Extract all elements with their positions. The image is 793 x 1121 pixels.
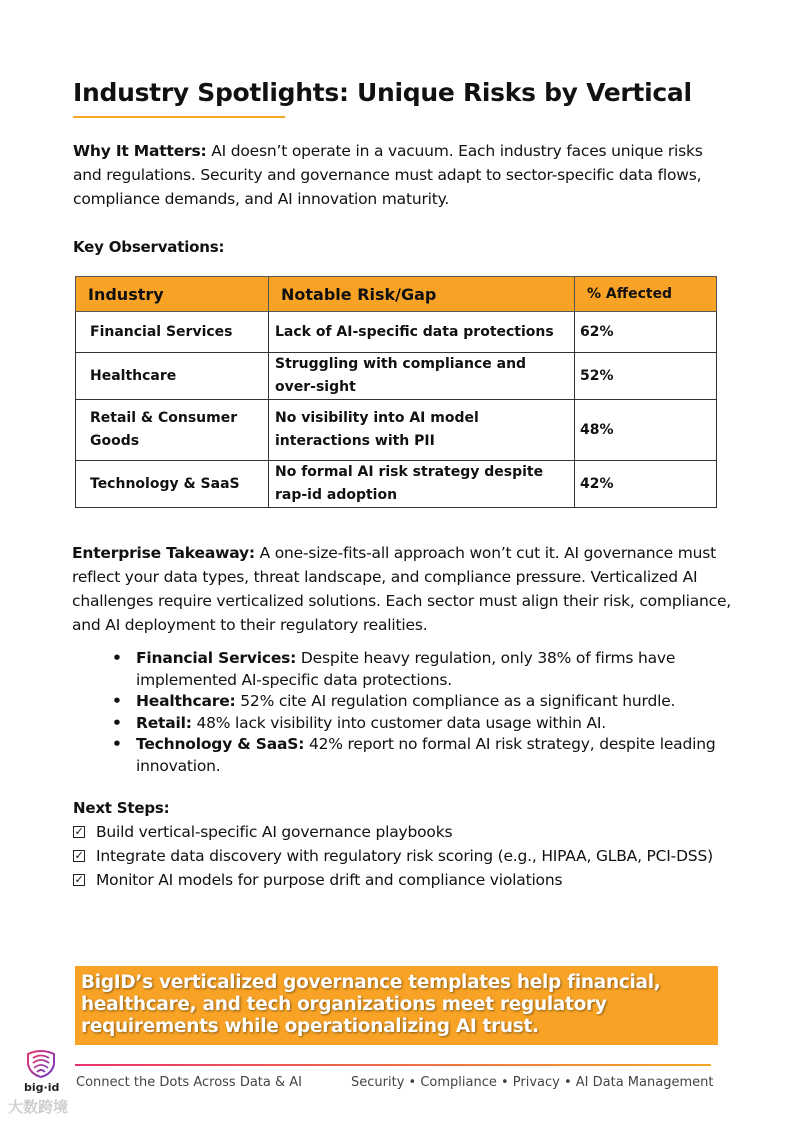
- page-title: Industry Spotlights: Unique Risks by Vertical: [73, 78, 692, 107]
- list-item: [73, 820, 723, 844]
- bullet-text: 48% lack visibility into customer data usage within AI.: [191, 713, 606, 732]
- cell-affected: 48%: [575, 400, 717, 461]
- logo-text: big·id: [24, 1081, 60, 1094]
- cell-risk: Struggling with compliance and over-sight: [269, 353, 575, 400]
- list-item: [110, 734, 720, 777]
- cell-affected: 42%: [575, 461, 717, 508]
- next-steps: [73, 796, 723, 892]
- cell-affected: 62%: [575, 312, 717, 353]
- fingerprint-icon: [24, 1050, 58, 1078]
- bullet-label: Financial Services:: [136, 649, 297, 667]
- bigid-logo: [24, 1050, 58, 1094]
- takeaway-text: A one-size-fits-all approach won’t cut it. AI governance must reflect your data types, threat landscape, and compliance pressure. Verticalized AI challenges require verticalized solutions. Each sector must align their risk, compliance, and AI deployment to their regulatory realities.: [72, 544, 732, 634]
- checkbox-icon: ✓: [74, 849, 84, 862]
- why-it-matters: [73, 139, 723, 211]
- header-affected: % Affected: [575, 277, 717, 312]
- why-text: AI doesn’t operate in a vacuum. Each industry faces unique risks and regulations. Security and governance must adapt to sector-specific data flows, compliance demands, and AI innovation maturity.: [73, 142, 703, 208]
- footer-tagline: Connect the Dots Across Data & AI: [76, 1075, 302, 1090]
- list-item: [110, 648, 720, 691]
- table-row: [76, 312, 717, 353]
- footer-divider: [75, 1064, 711, 1066]
- cell-industry: Healthcare: [76, 353, 269, 400]
- cell-affected: 52%: [575, 353, 717, 400]
- step-text: Integrate data discovery with regulatory risk scoring (e.g., HIPAA, GLBA, PCI-DSS): [96, 847, 713, 865]
- cell-industry: Retail & Consumer Goods: [76, 400, 269, 461]
- callout-box: BigID’s verticalized governance templates help financial, healthcare, and tech organizations meet regulatory requirements while operationalizing AI trust.: [75, 966, 718, 1045]
- table-row: [76, 400, 717, 461]
- bullet-text: Despite heavy regulation, only 38% of firms have implemented AI-specific data protections.: [136, 649, 676, 689]
- industry-bullets: [110, 648, 720, 777]
- bullet-label: Technology & SaaS:: [136, 735, 305, 753]
- list-item: [73, 868, 723, 892]
- bullet-text: 42% report no formal AI risk strategy, despite leading innovation.: [136, 735, 716, 775]
- header-risk: Notable Risk/Gap: [269, 277, 575, 312]
- key-observations-heading: Key Observations:: [73, 238, 225, 256]
- table-row: [76, 461, 717, 508]
- step-text: Monitor AI models for purpose drift and compliance violations: [96, 871, 563, 889]
- why-label: Why It Matters:: [73, 142, 207, 160]
- list-item: [73, 844, 723, 868]
- table-row: [76, 353, 717, 400]
- takeaway-label: Enterprise Takeaway:: [72, 544, 255, 562]
- table-header: [76, 277, 717, 312]
- footer-pillars: Security • Compliance • Privacy • AI Data Management: [351, 1075, 714, 1090]
- list-item: [110, 691, 720, 713]
- cell-risk: No visibility into AI model interactions with PII: [269, 400, 575, 461]
- checkbox-icon: ✓: [74, 825, 84, 838]
- cell-industry: Financial Services: [76, 312, 269, 353]
- list-item: [110, 713, 720, 735]
- enterprise-takeaway: [72, 541, 732, 637]
- cell-risk: No formal AI risk strategy despite rap-id adoption: [269, 461, 575, 508]
- bullet-label: Retail:: [136, 713, 192, 732]
- cell-risk: Lack of AI-specific data protections: [269, 312, 575, 353]
- next-steps-heading: Next Steps:: [73, 799, 170, 817]
- title-underline: [73, 116, 285, 118]
- bullet-text: 52% cite AI regulation compliance as a significant hurdle.: [235, 692, 676, 710]
- bullet-label: Healthcare:: [136, 692, 236, 710]
- checkbox-icon: ✓: [74, 873, 84, 886]
- watermark: 大数跨境: [8, 1098, 69, 1116]
- step-text: Build vertical-specific AI governance playbooks: [96, 823, 453, 841]
- cell-industry: Technology & SaaS: [76, 461, 269, 508]
- header-industry: Industry: [76, 277, 269, 312]
- industry-risk-table: [75, 276, 717, 508]
